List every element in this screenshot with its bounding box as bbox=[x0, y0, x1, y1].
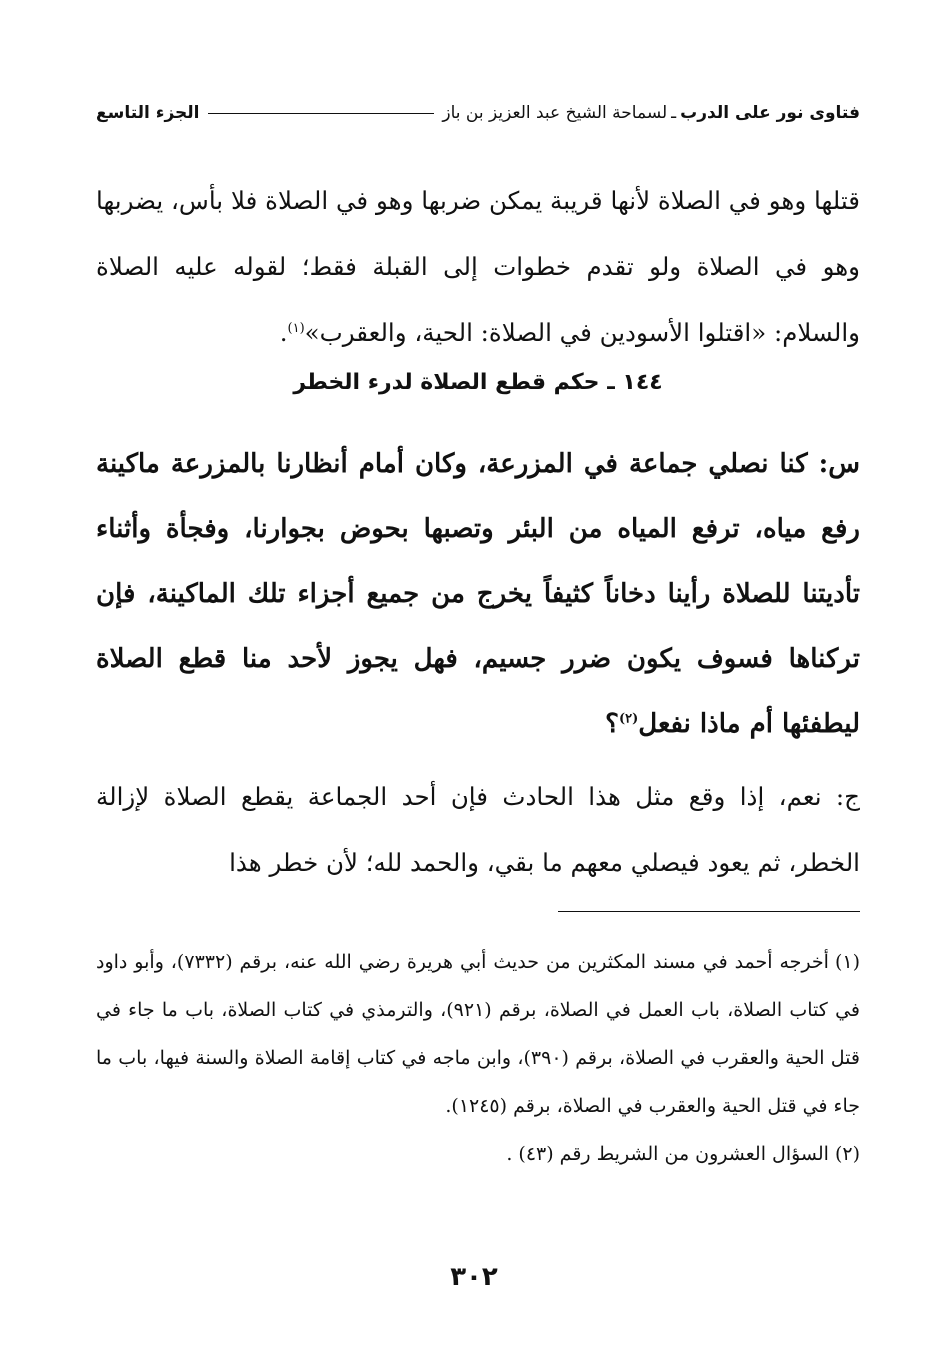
footnotes bbox=[96, 938, 860, 1178]
footnote-ref-2: (٢) bbox=[618, 711, 639, 727]
paragraph-continuation bbox=[96, 168, 860, 366]
answer-paragraph bbox=[96, 764, 860, 896]
book-title: فتاوى نور على الدرب bbox=[680, 103, 860, 123]
header-rule bbox=[208, 113, 435, 114]
footnote-number: (١) bbox=[834, 951, 860, 973]
paragraph-text: قتلها وهو في الصلاة لأنها قريبة يمكن ضربها وهو في الصلاة فلا بأس، يضربها وهو في الصلاة ولو تقدم خطوات إلى القبلة فقط؛ لقوله عليه الصلاة والسلام: «اقتلوا الأسودين في الصلاة: الحية، والعقرب» bbox=[96, 186, 860, 347]
page-number: ٣٠٢ bbox=[450, 1262, 498, 1292]
question-end: ؟ bbox=[605, 709, 619, 739]
footnote-text: أخرجه أحمد في مسند المكثرين من حديث أبي هريرة رضي الله عنه، برقم (٧٣٣٢)، وأبو داود في كتاب الصلاة، باب العمل في الصلاة، برقم (٩٢١)، والترمذي في كتاب الصلاة، باب ما جاء في قتل الحية والعقرب في الصلاة، برقم (٣٩٠)، وابن ماجه في كتاب إقامة الصلاة والسنة فيها، باب ما جاء في قتل الحية والعقرب في الصلاة، برقم (١٢٤٥). bbox=[96, 951, 860, 1117]
footnote-text: السؤال العشرون من الشريط رقم (٤٣) . bbox=[506, 1143, 829, 1165]
volume-label: الجزء التاسع bbox=[96, 103, 200, 123]
running-header bbox=[96, 96, 860, 130]
question-text: س: كنا نصلي جماعة في المزرعة، وكان أمام أنظارنا بالمزرعة ماكينة رفع مياه، ترفع المياه من البئر وتصبها بحوض بجوارنا، وفجأة وأثناء تأديتنا للصلاة رأينا دخاناً كثيفاً يخرج من جميع أجزاء تلك الماكينة، فإن تركناها فسوف يكون ضرر جسيم، فهل يجوز لأحد منا قطع الصلاة ليطفئها أم ماذا نفعل bbox=[96, 449, 860, 739]
question-paragraph bbox=[96, 432, 860, 757]
section-heading: ١٤٤ ـ حكم قطع الصلاة لدرء الخطر bbox=[293, 370, 663, 395]
header-separator: ـ bbox=[671, 103, 677, 123]
footnote-2 bbox=[96, 1130, 860, 1178]
footnote-1 bbox=[96, 938, 860, 1130]
footnote-number: (٢) bbox=[834, 1143, 860, 1165]
paragraph-end: . bbox=[279, 318, 288, 347]
footnote-ref-1: (١) bbox=[287, 320, 305, 336]
author-name: لسماحة الشيخ عبد العزيز بن باز bbox=[442, 103, 668, 123]
footnote-separator bbox=[558, 911, 860, 912]
answer-text: ج: نعم، إذا وقع مثل هذا الحادث فإن أحد الجماعة يقطع الصلاة لإزالة الخطر، ثم يعود فيصلي معهم ما بقي، والحمد لله؛ لأن خطر هذا bbox=[96, 782, 860, 877]
